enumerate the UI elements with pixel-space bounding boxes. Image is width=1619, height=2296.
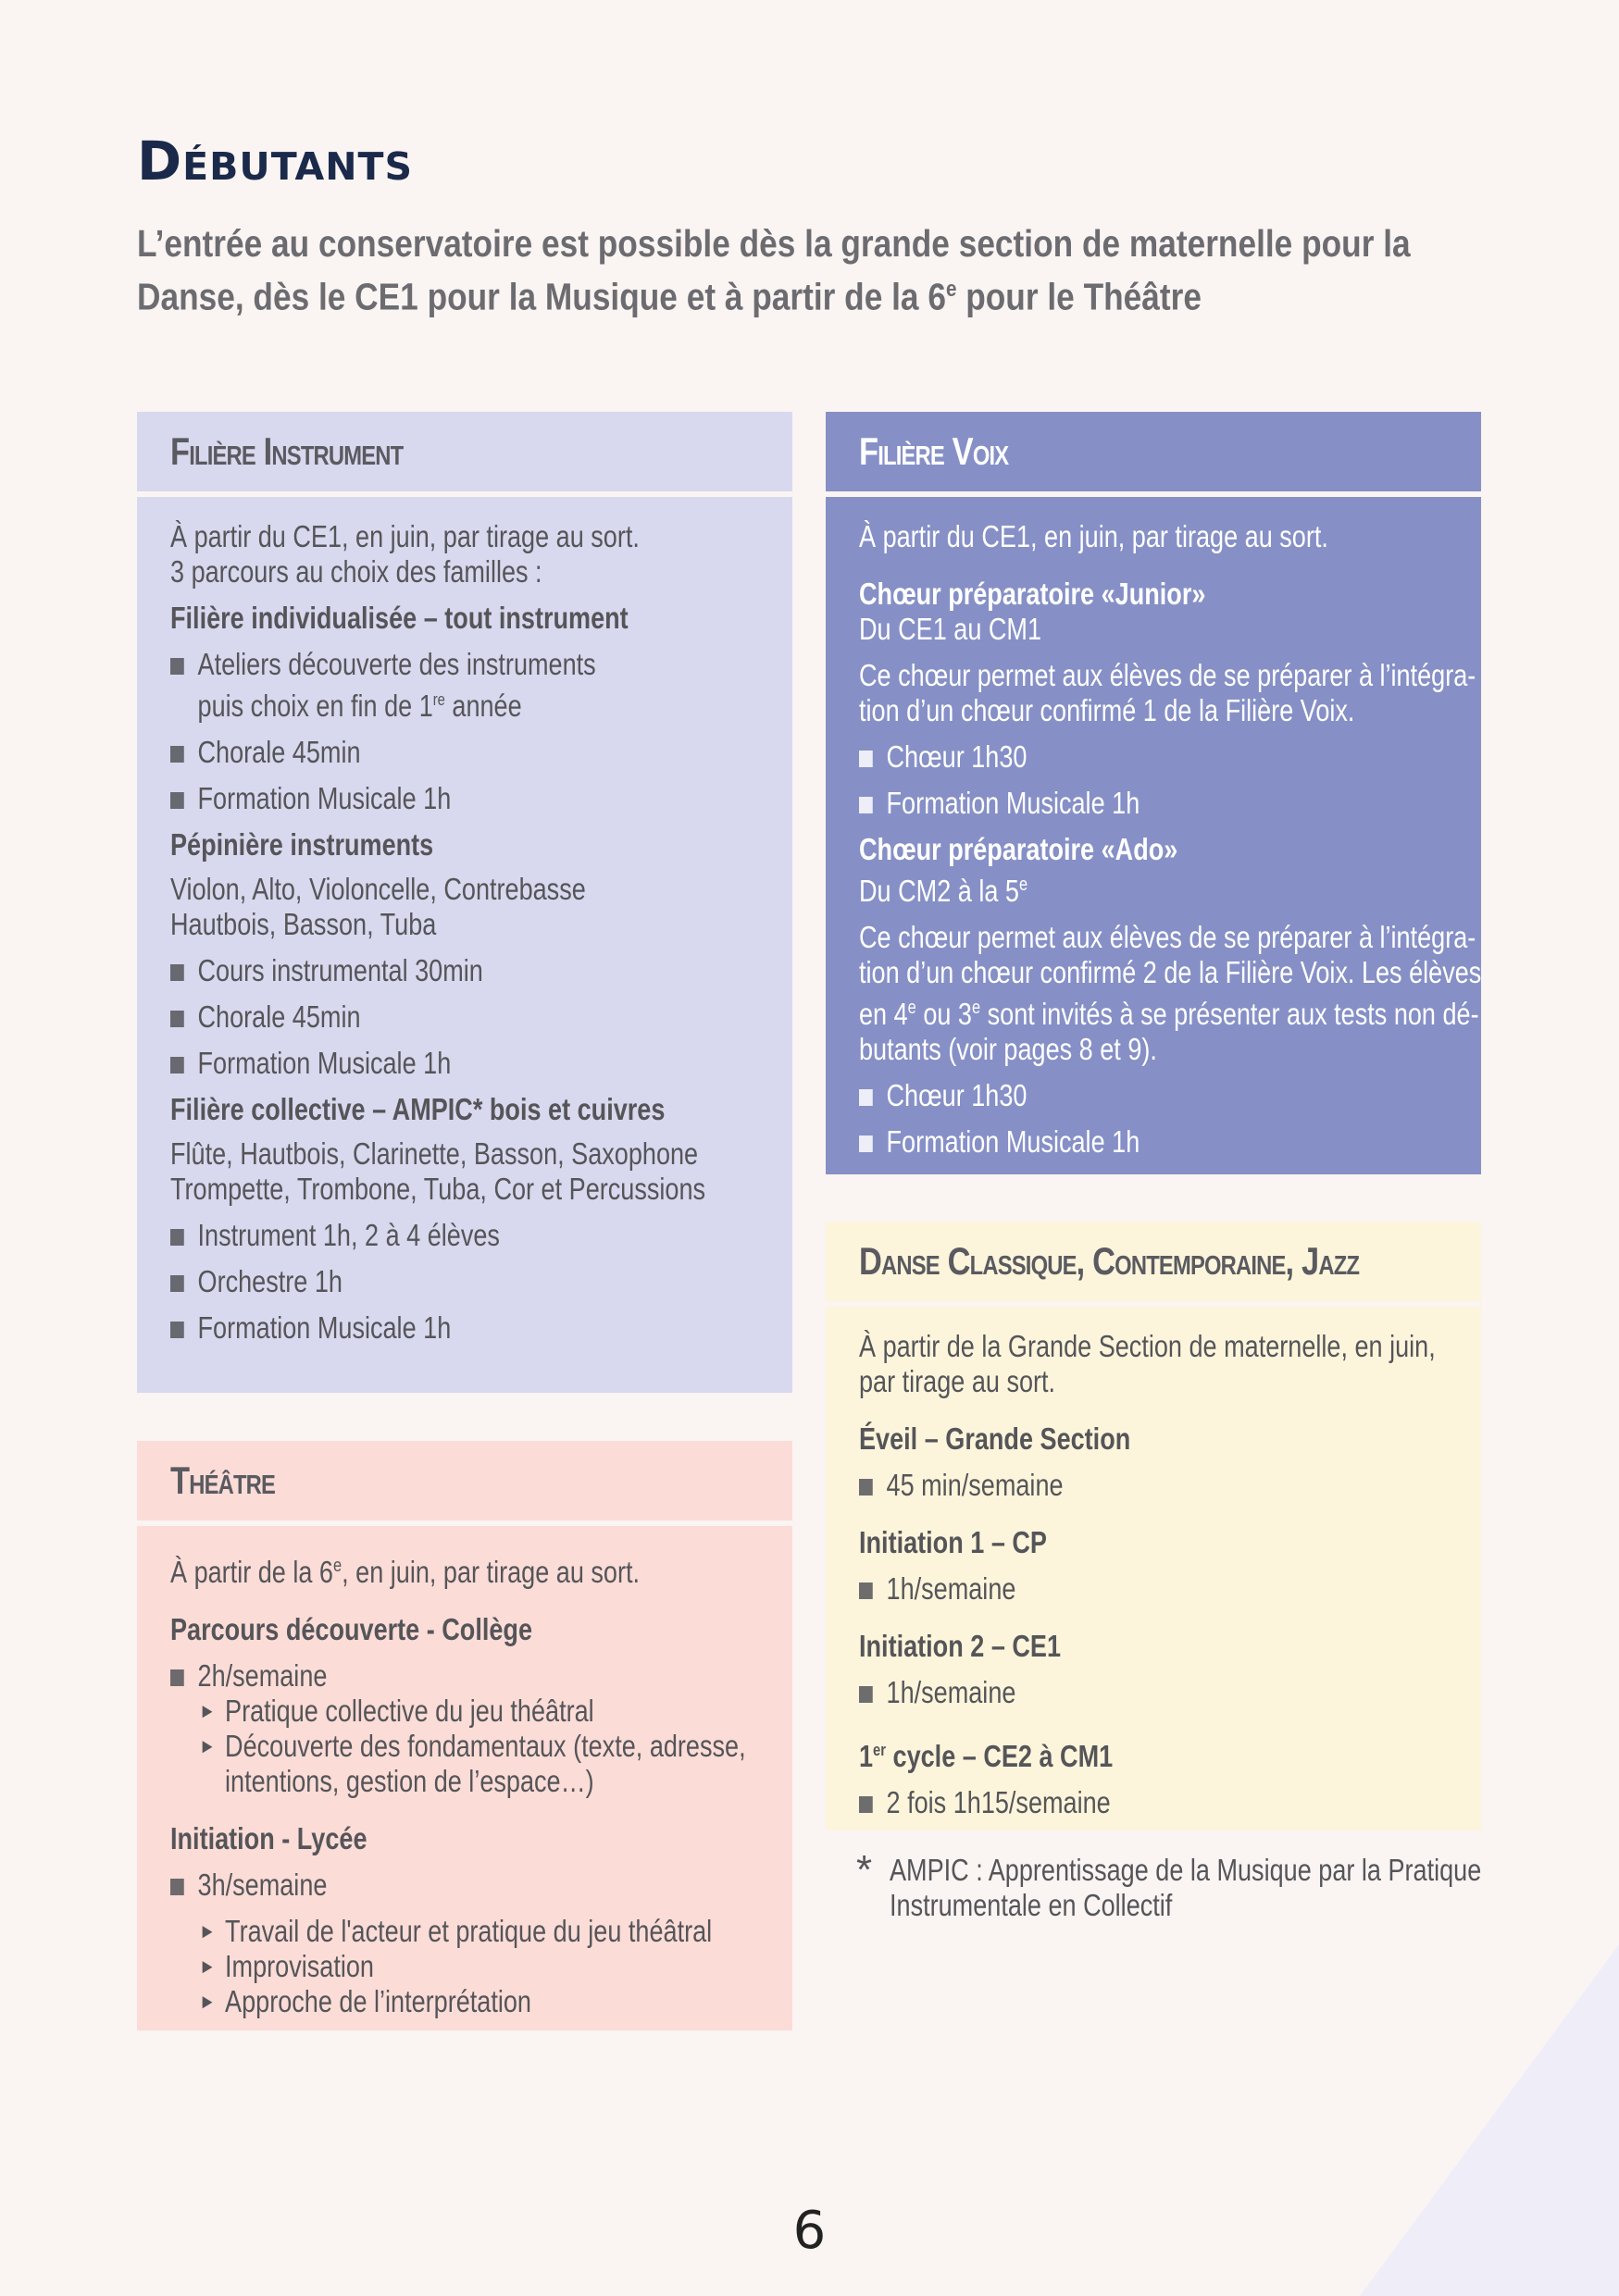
voix-sup: e	[971, 998, 981, 1018]
list-item	[859, 739, 1481, 775]
bullet-square-icon	[170, 1011, 184, 1027]
intro-line-1: L’entrée au conservatoire est possible dès la grande section de maternelle pour la	[137, 222, 1411, 265]
list-item	[170, 647, 705, 724]
voix-choir-2-sub	[859, 867, 1481, 909]
voix-text: en 4	[859, 997, 908, 1031]
voix-choir-2-desc-4: butants (voir pages 8 et 9).	[859, 1032, 1157, 1066]
list-item-text: année	[444, 689, 522, 723]
intro-line-2-text: Danse, dès le CE1 pour la Musique et à partir de la 6	[137, 275, 946, 318]
bullet-square-icon	[859, 751, 873, 767]
triangle-right-icon: ►	[199, 1955, 217, 1978]
footnote-star: *	[856, 1847, 873, 1893]
voix-sup: e	[907, 998, 916, 1018]
triangle-right-icon: ►	[199, 1990, 217, 2013]
instrument-section-2-line-1: Violon, Alto, Violoncelle, Contrebasse	[170, 872, 586, 906]
theatre-path-2-title: Initiation - Lycée	[170, 1821, 367, 1855]
theatre-sup: e	[332, 1556, 342, 1576]
list-item-text: Chorale 45min	[197, 999, 361, 1034]
danse-body	[826, 1307, 1481, 1831]
sub-list-item-text: Pratique collective du jeu théâtral	[225, 1694, 594, 1728]
intro-line-2	[137, 267, 1490, 320]
list-item-sup: re	[432, 690, 445, 709]
bullet-square-icon	[170, 964, 184, 981]
list-item-text: 1h/semaine	[886, 1571, 1016, 1606]
list-item-text: 2h/semaine	[197, 1658, 328, 1693]
list-item	[170, 1264, 705, 1299]
danse-text: cycle – CE2 à CM1	[886, 1739, 1114, 1773]
list-item-text: Chorale 45min	[197, 735, 361, 769]
list-item-text: Formation Musicale 1h	[886, 786, 1140, 820]
intro-sup: e	[945, 277, 957, 302]
voix-choir-2-desc-3	[859, 990, 1481, 1032]
sub-list-item-text: Découverte des fondamentaux (texte, adresse,	[225, 1729, 746, 1763]
list-item-text: 3h/semaine	[197, 1868, 328, 1902]
list-item-text: 45 min/semaine	[886, 1468, 1064, 1502]
bullet-square-icon	[859, 1479, 873, 1496]
bullet-square-icon	[170, 658, 184, 675]
intro-line-2-end: pour le Théâtre	[956, 275, 1202, 318]
list-item	[170, 1658, 746, 1694]
voix-choir-2-title: Chœur préparatoire «Ado»	[859, 832, 1178, 866]
instrument-intro-1: À partir du CE1, en juin, par tirage au sort.	[170, 519, 640, 553]
instrument-body	[137, 497, 792, 1393]
voix-choir-1-sub: Du CE1 au CM1	[859, 612, 1042, 646]
list-item	[859, 1571, 1436, 1607]
sub-list-item	[170, 1949, 746, 1984]
voix-intro: À partir du CE1, en juin, par tirage au sort.	[859, 519, 1328, 553]
instrument-section-2-line-2: Hautbois, Basson, Tuba	[170, 907, 437, 941]
theatre-text: , en juin, par tirage au sort.	[342, 1555, 641, 1589]
list-item-text: puis choix en fin de 1	[197, 689, 433, 723]
instrument-section-2-title: Pépinière instruments	[170, 827, 434, 862]
danse-sup: er	[873, 1741, 887, 1759]
list-item-text: Formation Musicale 1h	[197, 781, 452, 815]
instrument-section-3-line-1: Flûte, Hautbois, Clarinette, Basson, Saxophone	[170, 1136, 699, 1171]
instrument-section-3-line-2: Trompette, Trombone, Tuba, Cor et Percussions	[170, 1172, 706, 1206]
voix-choir-1-title: Chœur préparatoire «Junior»	[859, 577, 1206, 611]
list-item-text: 2 fois 1h15/semaine	[886, 1785, 1111, 1819]
list-item	[859, 1468, 1436, 1503]
instrument-section-3-title: Filière collective – AMPIC* bois et cuivres	[170, 1092, 666, 1126]
list-item	[859, 1124, 1481, 1160]
page-title: Débutants	[137, 130, 414, 192]
list-item-text: Instrument 1h, 2 à 4 élèves	[197, 1218, 500, 1252]
theatre-text: À partir de la 6	[170, 1555, 333, 1589]
sub-list-item	[170, 1729, 746, 1799]
list-item	[170, 781, 705, 816]
voix-body	[826, 497, 1481, 1174]
footnote-text	[890, 1853, 1481, 1923]
instrument-heading	[137, 412, 792, 491]
theatre-path-1-title: Parcours découverte - Collège	[170, 1612, 532, 1646]
bullet-square-icon	[170, 1275, 184, 1292]
instrument-intro-2: 3 parcours au choix des familles :	[170, 554, 542, 589]
bullet-square-icon	[170, 1229, 184, 1246]
list-item	[859, 1078, 1481, 1113]
voix-choir-2-sub-text: Du CM2 à la 5	[859, 874, 1019, 908]
page-number: 6	[792, 2201, 827, 2261]
list-item-text: Chœur 1h30	[886, 1078, 1027, 1112]
list-item	[859, 786, 1481, 821]
danse-level-4-title	[859, 1732, 1436, 1774]
footnote-line-2: Instrumentale en Collectif	[890, 1888, 1173, 1922]
instrument-title: Filière Instrument	[170, 429, 404, 473]
voix-choir-2-desc-1: Ce chœur permet aux élèves de se préparer à l’intégra-	[859, 920, 1476, 954]
list-item-text: 1h/semaine	[886, 1675, 1016, 1709]
danse-title: Danse Classique, Contemporaine, Jazz	[859, 1239, 1360, 1283]
bullet-square-icon	[859, 1136, 873, 1152]
bullet-square-icon	[859, 1686, 873, 1703]
danse-level-3-title: Initiation 2 – CE1	[859, 1629, 1062, 1663]
triangle-right-icon: ►	[199, 1699, 217, 1722]
triangle-right-icon: ►	[199, 1919, 217, 1942]
list-item	[170, 1046, 705, 1081]
sub-list-item-text: Improvisation	[225, 1949, 374, 1983]
danse-heading	[826, 1222, 1481, 1301]
bullet-square-icon	[170, 1057, 184, 1074]
instrument-section-1-title: Filière individualisée – tout instrument	[170, 601, 629, 635]
voix-text: sont invités à se présenter aux tests non dé-	[980, 997, 1479, 1031]
list-item	[859, 1675, 1436, 1710]
bullet-square-icon	[859, 1089, 873, 1106]
bullet-square-icon	[859, 1582, 873, 1599]
list-item	[170, 735, 705, 770]
list-item-text: Orchestre 1h	[197, 1264, 342, 1298]
bullet-square-icon	[170, 1879, 184, 1895]
voix-box	[826, 412, 1481, 1174]
list-item	[170, 1218, 705, 1253]
triangle-right-icon: ►	[199, 1734, 217, 1757]
bullet-square-icon	[170, 792, 184, 809]
voix-heading	[826, 412, 1481, 491]
list-item-text: Chœur 1h30	[886, 739, 1027, 774]
bullet-square-icon	[170, 1322, 184, 1338]
danse-intro-1: À partir de la Grande Section de maternelle, en juin,	[859, 1329, 1436, 1363]
theatre-heading	[137, 1441, 792, 1520]
intro-text	[137, 220, 1490, 320]
danse-level-1-title: Éveil – Grande Section	[859, 1421, 1131, 1456]
list-item-text: Cours instrumental 30min	[197, 953, 483, 987]
voix-text: ou 3	[915, 997, 972, 1031]
instrument-box	[137, 412, 792, 1393]
list-item	[859, 1785, 1436, 1820]
danse-box	[826, 1222, 1481, 1831]
danse-text: 1	[859, 1739, 874, 1773]
voix-choir-1-desc-1: Ce chœur permet aux élèves de se préparer à l’intégra-	[859, 658, 1476, 692]
sub-list-item	[170, 1694, 746, 1729]
theatre-box	[137, 1441, 792, 2030]
theatre-body	[137, 1526, 792, 2030]
sub-list-item-text: Approche de l’interprétation	[225, 1984, 531, 2018]
list-item	[170, 999, 705, 1035]
sub-list-item	[170, 1914, 746, 1949]
list-item	[170, 1310, 705, 1346]
list-item-text: Ateliers découverte des instruments	[197, 647, 596, 681]
bullet-square-icon	[859, 1796, 873, 1813]
list-item-text: Formation Musicale 1h	[197, 1046, 452, 1080]
sub-list-item	[170, 1984, 746, 2019]
footnote-line-1: AMPIC : Apprentissage de la Musique par la Pratique	[890, 1853, 1482, 1887]
theatre-title: Théâtre	[170, 1458, 276, 1502]
sub-list-item-text: Travail de l'acteur et pratique du jeu théâtral	[225, 1914, 713, 1948]
list-item-text: Formation Musicale 1h	[197, 1310, 452, 1345]
voix-choir-2-desc-2: tion d’un chœur confirmé 2 de la Filière Voix. Les élèves	[859, 955, 1482, 989]
bullet-square-icon	[170, 1669, 184, 1686]
list-item	[170, 1868, 746, 1903]
list-item-text: Formation Musicale 1h	[886, 1124, 1140, 1159]
voix-title: Filière Voix	[859, 429, 1009, 473]
voix-choir-1-desc-2: tion d’un chœur confirmé 1 de la Filière Voix.	[859, 693, 1355, 727]
voix-sup: e	[1018, 875, 1028, 895]
list-item	[170, 953, 705, 988]
danse-intro-2: par tirage au sort.	[859, 1364, 1056, 1398]
danse-level-2-title: Initiation 1 – CP	[859, 1525, 1047, 1559]
bullet-square-icon	[170, 746, 184, 763]
theatre-intro	[170, 1548, 746, 1590]
sub-list-item-text: intentions, gestion de l’espace…)	[225, 1764, 594, 1798]
bullet-square-icon	[859, 797, 873, 813]
